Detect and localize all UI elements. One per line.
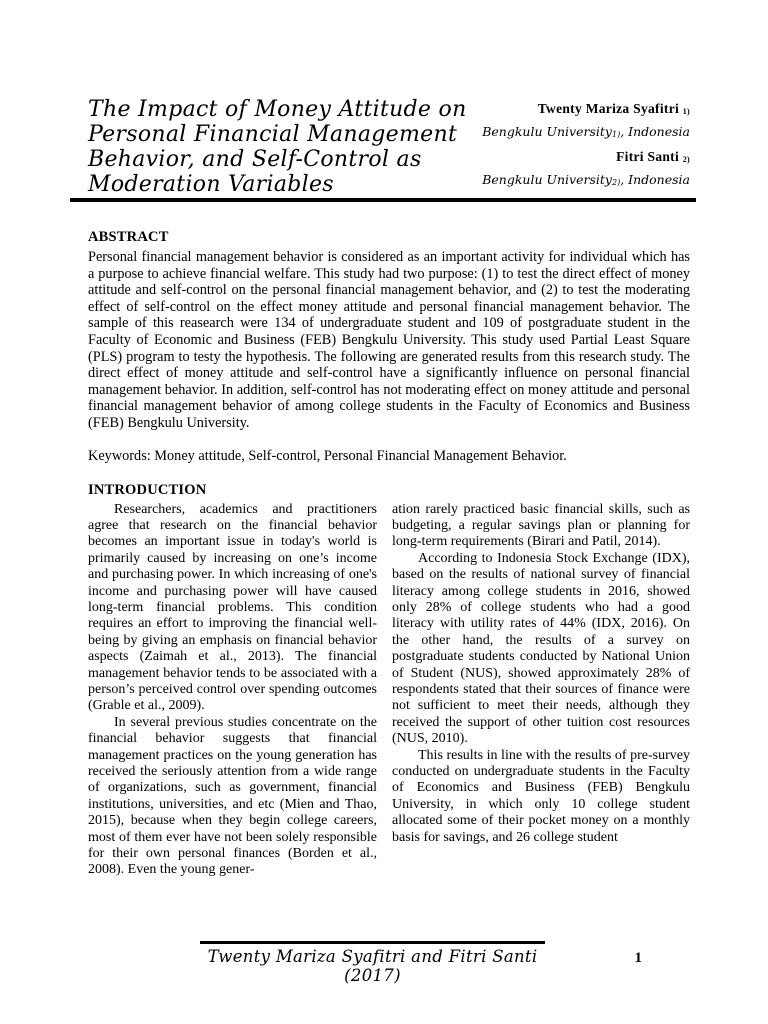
affiliation-superscript: 2)	[612, 178, 621, 187]
affiliation-text: Bengkulu University	[482, 124, 612, 139]
left-column	[88, 502, 377, 879]
affiliation-country: , Indonesia	[620, 172, 690, 187]
paper-title-line: Behavior, and Self-Control as	[88, 147, 422, 172]
intro-paragraph-2: In several previous studies concentrate on the financial behavior suggests that financial management practices on the young generation has received the seriously attention from a wide range of organizations, such as government, financial institutions, universities, and etc (Mien and Thao, 2015), because when they begin college careers, most of them ever have not been solely responsible for their own personal finances (Borden et al., 2008). Even the young gener-	[88, 714, 377, 878]
page-number: 1	[634, 950, 642, 966]
keywords-line: Keywords: Money attitude, Self-control, Personal Financial Management Behavior.	[88, 447, 567, 464]
author-name-text: Fitri Santi	[616, 149, 680, 164]
paper-title-line: Personal Financial Management	[88, 122, 458, 147]
affiliation-text: Bengkulu University	[482, 172, 612, 187]
author-name	[482, 147, 690, 170]
intro-paragraph-4: This results in line with the results of pre-survey conducted on undergraduate students in the Faculty of Economics and Business (FEB) Bengkulu University, in which only 10 college student allocated some of their pocket money on a monthly basis for savings, and 26 college student	[392, 747, 690, 845]
author-affiliation	[482, 122, 690, 144]
footer-citation: Twenty Mariza Syafitri and Fitri Santi (2017)	[200, 941, 545, 985]
title-divider-rule	[70, 198, 696, 202]
affiliation-superscript: 1)	[612, 130, 621, 139]
author-name-text: Twenty Mariza Syafitri	[537, 101, 680, 116]
intro-paragraph-2-continued: ation rarely practiced basic financial skills, such as budgeting, a regular savings plan or planning for long-term requirements (Birari and Patil, 2014).	[392, 501, 690, 550]
abstract-section	[88, 229, 690, 465]
two-column-body	[88, 502, 690, 879]
intro-paragraph-3: According to Indonesia Stock Exchange (IDX), based on the results of national survey of financial literacy among college students in 2016, showed only 28% of college students who had a good literacy with utility rates of 44% (IDX, 2016). On the other hand, the results of a survey on postgraduate students conducted by National Union of Student (NUS), showed approximately 28% of respondents stated that their sources of finance were not sufficient to meet their needs, although they received the support of other tuition cost resources (NUS, 2010).	[392, 550, 690, 747]
page-footer	[88, 941, 690, 1001]
introduction-heading: INTRODUCTION	[88, 481, 207, 498]
abstract-text: Personal financial management behavior is considered as an important activity for individual which has a purpose to achieve financial welfare. This study had two purpose: (1) to test the direct effect of money attitude and self-control on the personal financial management behavior, and (2) to test the moderating effect of self-control on the effect money attitude and personal financial management behavior. The sample of this reasearch were 134 of undergraduate student and 109 of postgraduate student in the Faculty of Economic and Business (FEB) Bengkulu University. This study used Partial Least Square (PLS) program to testy the hypothesis. The following are generated results from this research study. The direct effect of money attitude and self-control have a significantly influence on personal financial management behavior. In addition, self-control has not moderating effect on money attitude and personal financial management behavior of among college students in the Faculty of Economics and Business (FEB) Bengkulu University.	[88, 249, 690, 431]
affiliation-country: , Indonesia	[620, 124, 690, 139]
right-column	[392, 502, 690, 879]
author-affiliation	[482, 170, 690, 192]
author-superscript: 2)	[682, 155, 690, 164]
authors-block	[482, 97, 690, 195]
intro-paragraph-1: Researchers, academics and practitioners agree that research on the financial behavior becomes an important issue in today's world is primarily caused by increasing on one’s income and purchasing power. In which increasing of one's income and purchasing power will have caused long-term financial problems. This condition requires an effort to improving the financial well-being by giving an emphasis on financial behavior aspects (Zaimah et al., 2013). The financial management behavior tends to be associated with a person’s perceived control over spending outcomes (Grable et al., 2009).	[88, 501, 377, 714]
author-superscript: 1)	[682, 107, 690, 116]
abstract-heading: ABSTRACT	[88, 229, 169, 245]
author-name	[482, 99, 690, 122]
author-2	[482, 147, 690, 192]
paper-title	[88, 97, 467, 197]
author-1	[482, 99, 690, 144]
paper-title-line: Moderation Variables	[88, 172, 334, 197]
paper-title-line: The Impact of Money Attitude on	[88, 97, 467, 122]
paper-header	[88, 97, 690, 197]
